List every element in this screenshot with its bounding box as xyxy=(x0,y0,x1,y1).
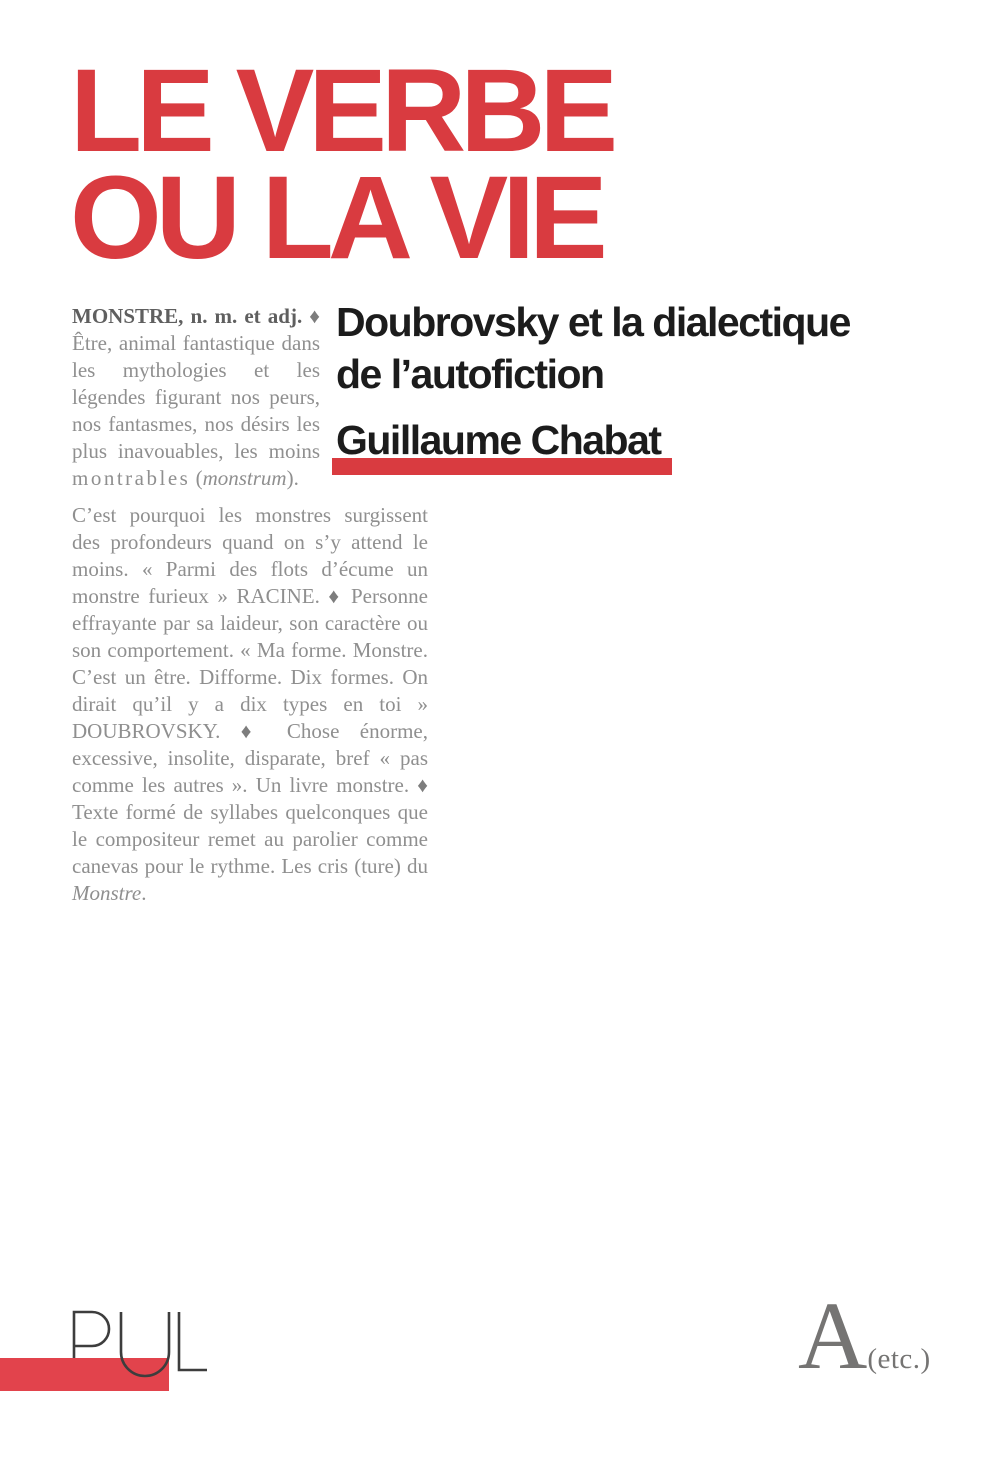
dictionary-definition-top: MONSTRE, n. m. et adj. ♦ Être, animal fantastique dans les mythologies et les légendes figurant nos peurs, nos fantasmes, nos désirs les plus inavouables, les moins montrables (monstrum). xyxy=(72,304,320,490)
pul-letter-l xyxy=(179,1312,207,1370)
collection-logo-aetc xyxy=(798,1282,931,1389)
book-title xyxy=(70,45,613,284)
collection-letter-a: A xyxy=(798,1282,868,1389)
title-line-1: LE VERBE xyxy=(70,45,613,177)
title-line-2: OU LA VIE xyxy=(70,152,602,284)
subtitle-line-2: de l’autofiction xyxy=(336,351,604,397)
subtitle-line-1: Doubrovsky et la dialectique xyxy=(336,299,850,345)
publisher-logo-pul xyxy=(0,1298,215,1403)
book-subtitle xyxy=(336,296,850,400)
author-name: Guillaume Chabat xyxy=(336,417,661,463)
dictionary-definition-bottom: C’est pourquoi les monstres surgissent des profondeurs quand on s’y attend le moins. « Parmi des flots d’écume un monstre furieux » RACINE. ♦ Personne effrayante par sa laideur, son caractère ou son comportement. « Ma forme. Monstre. C’est un être. Difforme. Dix formes. On dirait qu’il y a dix types en toi » DOUBROVSKY. ♦ Chose énorme, excessive, insolite, disparate, bref « pas comme les autres ». Un livre monstre. ♦ Texte formé de syllabes quelconques que le compositeur remet au parolier comme canevas pour le rythme. Les cris (ture) du Monstre. xyxy=(72,503,428,905)
pul-logo-icon xyxy=(0,1298,215,1403)
pul-red-bar xyxy=(0,1358,169,1391)
collection-etc-label: (etc.) xyxy=(867,1343,931,1375)
pul-letter-p xyxy=(74,1312,109,1358)
